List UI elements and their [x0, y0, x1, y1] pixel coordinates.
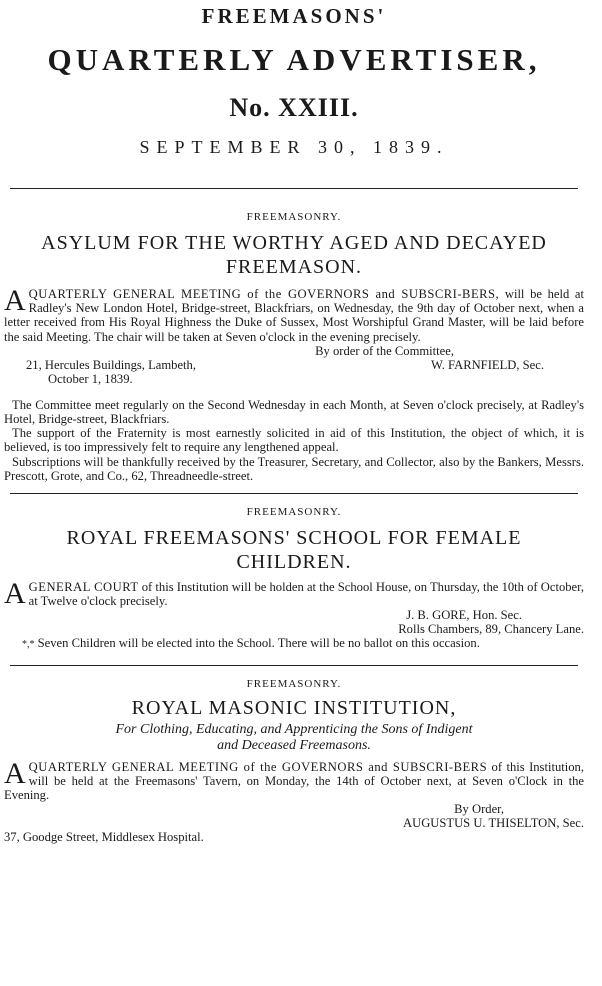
drop-cap: A	[4, 756, 26, 790]
masthead-subtitle: QUARTERLY ADVERTISER,	[47, 42, 541, 77]
school-caps-text: GENERAL COURT	[28, 580, 139, 595]
by-order-line: By Order,	[454, 802, 504, 817]
asylum-caps-text: QUARTERLY GENERAL MEETING of the GOVERNORS and SUBSCRI-BERS,	[28, 287, 500, 301]
section-title-line2: FREEMASON.	[225, 256, 363, 278]
section-title: ROYAL FREEMASONS' SCHOOL FOR FEMALE	[66, 527, 522, 550]
section-subtitle: For Clothing, Educating, and Apprenticing the Sons of Indigent	[115, 721, 473, 737]
section-title-line2: CHILDREN.	[236, 551, 352, 574]
school-body-text: of this Institution will be holden at the School House, on Thursday, the 10th of October, at Twelve o'clock precisely.	[28, 580, 584, 609]
section-title: ASYLUM FOR THE WORTHY AGED AND DECAYED	[41, 232, 547, 254]
divider	[10, 493, 578, 494]
by-order-line: By order of the Committee,	[315, 343, 454, 358]
school-note	[4, 636, 584, 652]
divider	[10, 665, 578, 666]
masonic-caps-text: QUARTERLY GENERAL MEETING of the GOVERNORS and SUBSCRI-BERS	[28, 759, 488, 774]
asylum-signatory: W. FARNFIELD, Sec.	[431, 357, 544, 372]
school-notice	[4, 506, 584, 653]
section-label: FREEMASONRY.	[246, 677, 342, 690]
signature-row	[4, 358, 584, 372]
asylum-subscriptions-para: Subscriptions will be thankfully received by the Treasurer, Secretary, and Collector, also by the Bankers, Messrs. Prescott, Grote, and Co., 62, Threadneedle-street.	[4, 454, 584, 483]
school-address: Rolls Chambers, 89, Chancery Lane.	[398, 622, 584, 637]
masonic-address: 37, Goodge Street, Middlesex Hospital.	[4, 830, 204, 845]
asylum-paragraph	[4, 284, 584, 344]
section-label: FREEMASONRY.	[246, 211, 342, 223]
asylum-committee-para: The Committee meet regularly on the Second Wednesday in each Month, at Seven o'clock precisely, at Radley's Hotel, Bridge-street, Blackfriars.	[4, 397, 584, 427]
masonic-signatory: AUGUSTUS U. THISELTON, Sec.	[403, 816, 584, 831]
advertiser-page	[0, 4, 602, 986]
asylum-body-text: will be held at Radley's New London Hotel, Bridge-street, Blackfriars, on Wednesday, the 9th day of October next, when a letter received from His Royal Highness the Duke of Sussex, Most Worshipful Grand Master, will be laid before the said Meeting. The chair will be taken at Seven o'clock in the evening precisely.	[4, 287, 584, 344]
drop-cap: A	[4, 284, 26, 317]
masthead-title: FREEMASONS'	[201, 4, 387, 28]
section-title: ROYAL MASONIC INSTITUTION,	[131, 696, 457, 719]
asylum-notice	[4, 211, 584, 483]
school-note-text: Seven Children will be elected into the School. There will be no ballot on this occasion.	[37, 636, 480, 651]
masonic-notice	[4, 678, 584, 845]
asylum-address: 21, Hercules Buildings, Lambeth,	[26, 357, 196, 372]
issue-number: No. XXIII.	[229, 93, 359, 122]
masonic-body-text: of this Institution, will be held at the Freemasons' Tavern, on Monday, the 14th of October next, at Seven o'Clock in the Evening.	[4, 759, 584, 803]
school-paragraph	[4, 577, 584, 611]
asterism: *,*	[22, 639, 35, 651]
section-label: FREEMASONRY.	[246, 506, 342, 519]
asylum-dated: October 1, 1839.	[48, 371, 133, 386]
school-signatory: J. B. GORE, Hon. Sec.	[406, 608, 522, 623]
asylum-support-para: The support of the Fraternity is most earnestly solicited in aid of this Institution, the object of which, it is believed, is too impressively felt to require any lengthened appeal.	[4, 426, 584, 455]
divider	[10, 188, 578, 189]
masonic-paragraph	[4, 756, 584, 803]
section-subtitle-line2: and Deceased Freemasons.	[217, 737, 371, 753]
drop-cap: A	[4, 577, 26, 611]
issue-date: SEPTEMBER 30, 1839.	[139, 137, 449, 157]
